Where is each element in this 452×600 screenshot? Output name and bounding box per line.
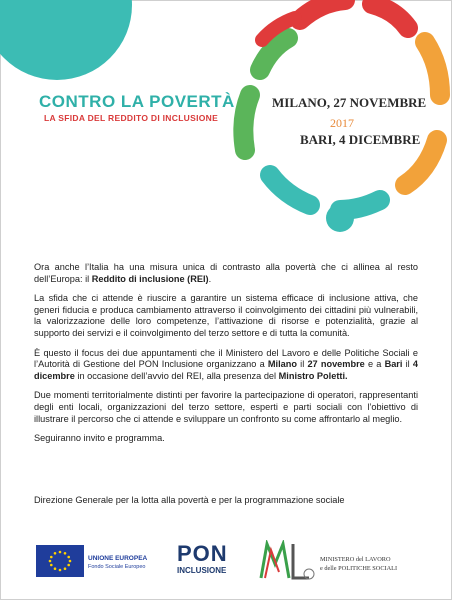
p3-bari: Bari	[384, 359, 403, 370]
ministry-label-1: MINISTERO del LAVORO	[320, 556, 391, 563]
p1-text: Ora anche l’Italia ha una misura unica di contrasto alla povertà che ci allinea al resto dell’Europa: il	[34, 262, 418, 284]
p3-date1: 27 novembre	[307, 359, 365, 370]
event-year: 2017	[330, 116, 354, 130]
ministry-label-2: e delle POLITICHE SOCIALI	[320, 565, 398, 572]
p1-end: .	[208, 273, 212, 284]
signature: Direzione Generale per la lotta alla povertà e per la programmazione sociale	[34, 495, 345, 505]
paragraph-3	[34, 348, 418, 383]
event-bari: BARI, 4 DICEMBRE	[300, 132, 421, 147]
page-title: CONTRO LA POVERTÀ	[39, 92, 235, 111]
eu-flag-logo	[36, 545, 84, 577]
p3-milano: Milano	[267, 359, 297, 370]
paragraph-2: La sfida che ci attende è riuscire a garantire un sistema efficace di inclusione attiva, che generi fiducia e produca cambiamento attraverso il coinvolgimento dei cittadini più vulnerabili, la valorizzazione delle loro competenze, l’attivazione di risorse e potenzialità, grazie al supporto dei servizi e il coinvolgimento del terzo settore e di tutta la comunità.	[34, 293, 418, 338]
p3-minister: Ministro Poletti.	[278, 370, 348, 381]
p3-text: il	[402, 359, 413, 370]
paragraph-1	[34, 262, 418, 285]
pon-sublabel: INCLUSIONE	[177, 566, 227, 575]
paragraph-4: Due momenti territorialmente distinti per favorire la partecipazione di operatori, rappresentanti degli enti locali, organizzazioni del terzo settore, esperti e parti sociali con l’obiettivo di illustrare il percorso che ci attende e sviluppare un confronto su come affrontarlo al meglio.	[34, 390, 418, 424]
ministry-logo	[257, 540, 317, 582]
p1-bold: Reddito di inclusione (REI)	[91, 273, 209, 284]
p3-text: e a	[364, 359, 385, 370]
event-milano: MILANO, 27 NOVEMBRE	[272, 95, 427, 110]
pon-logo: PON	[177, 541, 228, 566]
eu-label: UNIONE EUROPEA	[88, 555, 148, 562]
p3-text: È questo il focus dei due appuntamenti che il Ministero del Lavoro e delle Politiche Sociali e l’Autorità di Gestione del PON Inclusione organizzano a	[34, 347, 418, 370]
p3-text: il	[296, 359, 308, 370]
p3-text: in occasione dell’avvio del REI, alla presenza del	[74, 370, 279, 381]
page-subtitle: LA SFIDA DEL REDDITO DI INCLUSIONE	[44, 113, 219, 123]
eu-sublabel: Fondo Sociale Europeo	[88, 564, 146, 570]
p3-date2: 4 dicembre	[34, 359, 419, 381]
body-text	[34, 262, 418, 453]
paragraph-5: Seguiranno invito e programma.	[34, 433, 165, 444]
